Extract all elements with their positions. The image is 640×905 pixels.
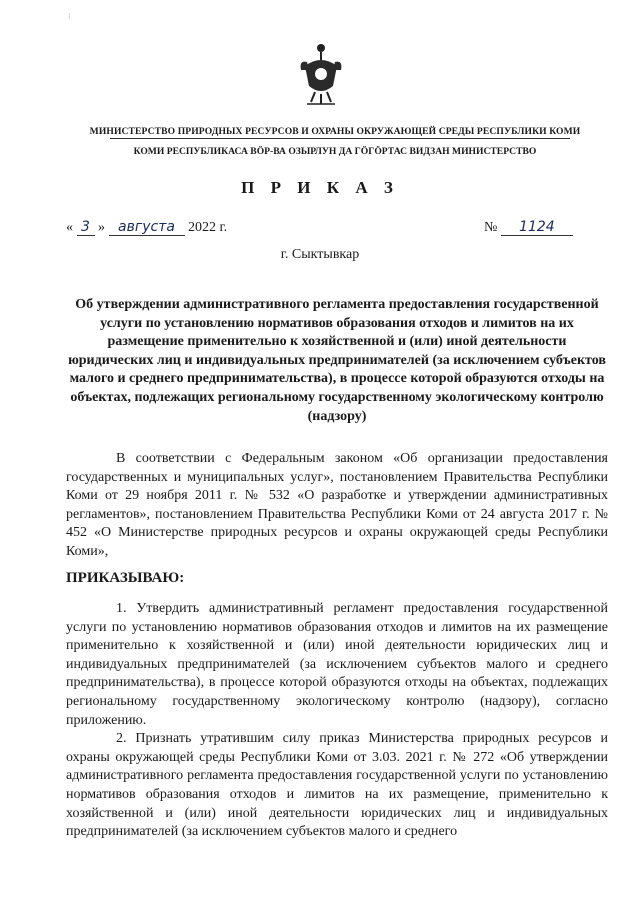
document-city: г. Сыктывкар — [280, 247, 360, 262]
document-subject: Об утверждении административного регламента предоставления государственной услуги по установлению нормативов образования отходов и лимитов на их размещение применительно к хозяйственной и (или) иной деятельности юридических лиц и индивидуальных предпринимателей (за исключением субъектов малого и среднего предпринимательства), в процессе которой образуются отходы на объектах, подлежащих региональному государственному экологическому контролю (надзору) — [68, 297, 606, 424]
ministry-name-russian: МИНИСТЕРСТВО ПРИРОДНЫХ РЕСУРСОВ И ОХРАНЫ ОКРУЖАЮЩЕЙ СРЕДЫ РЕСПУБЛИКИ КОМИ — [89, 126, 581, 137]
date-month: августа — [109, 219, 185, 236]
document-preamble: В соответствии с Федеральным законом «Об организации предоставления государственных и муниципальных услуг», постановлением Правительства Республики Коми от 29 ноября 2011 г. № 532 «О разработке и утверждении административных регламентов», постановлением Правительства Республики Коми от 24 августа 2017 г. № 452 «О Министерстве природных ресурсов и охраны окружающей среды Республики Коми», — [66, 451, 608, 559]
scan-mark: ⁝ — [68, 12, 71, 21]
date-close-quote: » — [98, 220, 105, 235]
order-item-1: 1. Утвердить административный регламент предоставления государственной услуги по установлению нормативов образования отходов и лимитов на их размещение применительно к хозяйственной и (или) иной деятельности юридических лиц и индивидуальных предпринимателей (за исключением субъектов малого и среднего предпринимательства), в процессе которой образуются отходы на объектах, подлежащих региональному государственному экологическому контролю (надзору), согласно приложению. — [66, 601, 608, 728]
date-open-quote: « — [66, 220, 73, 235]
document-date — [66, 219, 227, 236]
date-day: 3 — [77, 219, 95, 236]
order-item-2: 2. Признать утратившим силу приказ Министерства природных ресурсов и охраны окружающей среды Республики Коми от 3.03. 2021 г. № 272 «Об утверждении административного регламента предоставления государственной услуги по установлению нормативов образования отходов и лимитов на их размещение, применительно к хозяйственной и (или) иной деятельности юридических лиц и индивидуальных предпринимателей (за исключением субъектов малого и среднего — [66, 731, 608, 840]
document-number — [484, 219, 573, 236]
header-divider — [110, 138, 570, 139]
document-title: П Р И К А З — [241, 178, 399, 197]
coat-of-arms-icon — [297, 40, 345, 108]
number-sign: № — [484, 220, 498, 235]
order-heading: ПРИКАЗЫВАЮ: — [66, 570, 185, 586]
date-year: 2022 г. — [188, 220, 228, 235]
ministry-name-komi: КОМИ РЕСПУБЛИКАСА ВӦР-ВА ОЗЫРЛУН ДА ГӦГӦРТАС ВИДЗАН МИНИСТЕРСТВО — [133, 146, 537, 157]
order-items — [66, 600, 608, 842]
number-value: 1124 — [501, 219, 573, 236]
